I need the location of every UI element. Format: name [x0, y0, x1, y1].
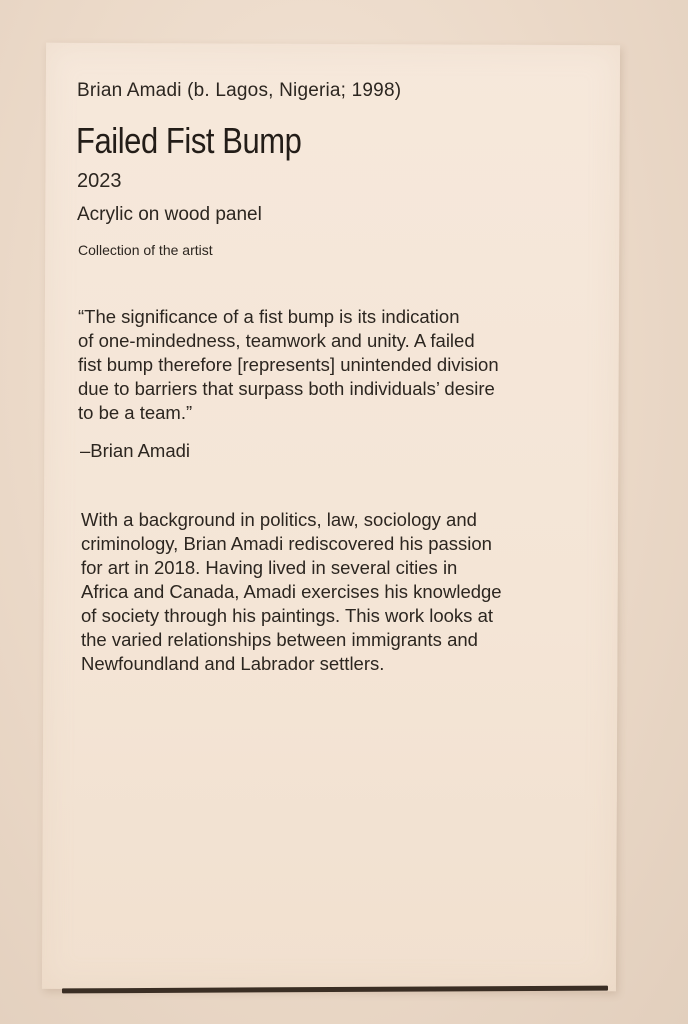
bio-line: Newfoundland and Labrador settlers. [81, 653, 385, 674]
bio-line: for art in 2018. Having lived in several cities in [81, 557, 458, 578]
bio-line: of society through his paintings. This work looks at [81, 605, 494, 626]
artwork-title: Failed Fist Bump [76, 120, 302, 161]
collection-credit: Collection of the artist [78, 242, 213, 258]
artwork-medium: Acrylic on wood panel [77, 204, 262, 225]
artist-bio [81, 508, 502, 676]
bio-line: the varied relationships between immigrants and [81, 629, 478, 650]
artist-quote [78, 305, 499, 425]
quote-line: “The significance of a fist bump is its indication [78, 306, 460, 327]
quote-line: fist bump therefore [represents] unintended division [78, 354, 499, 375]
artist-line: Brian Amadi (b. Lagos, Nigeria; 1998) [77, 80, 402, 101]
quote-line: of one-mindedness, teamwork and unity. A failed [78, 330, 475, 351]
bio-line: criminology, Brian Amadi rediscovered his passion [81, 533, 492, 554]
quote-line: due to barriers that surpass both individuals’ desire [78, 378, 495, 399]
bio-line: With a background in politics, law, sociology and [81, 509, 477, 530]
artwork-year: 2023 [77, 170, 122, 192]
quote-line: to be a team.” [78, 402, 193, 423]
bio-line: Africa and Canada, Amadi exercises his knowledge [81, 581, 502, 602]
quote-attribution: –Brian Amadi [80, 440, 191, 461]
